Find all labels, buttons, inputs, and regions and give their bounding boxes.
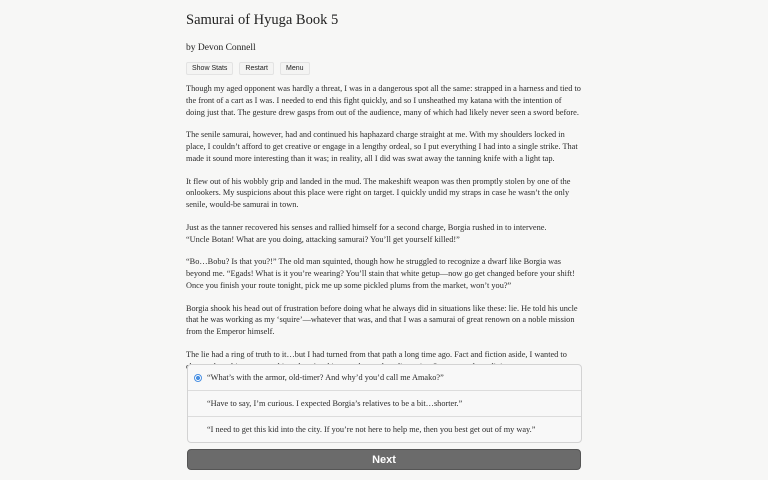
radio-selected-icon[interactable] (194, 374, 202, 382)
content-column (186, 0, 582, 383)
radio-unselected-icon[interactable] (194, 400, 202, 408)
choice-option-3[interactable] (188, 416, 581, 442)
story-paragraph: The senile samurai, however, had and continued his haphazard charge straight at me. With my shoulders locked in place, I couldn’t afford to get creative or engage in a lengthy ordeal, so I put everything I had into a single strike. That made it sound more interesting than it was; in reality, all I did was swat away the tanning knife with a light tap. (186, 130, 578, 163)
choice-option-1[interactable] (188, 365, 581, 390)
game-title: Samurai of Hyuga Book 5 (186, 12, 339, 28)
toolbar (186, 62, 582, 75)
story-sentence: The lie had a ring of truth to it…but I had turned from that path a long time ago. Fact and fiction aside, I wanted to (186, 349, 567, 359)
story-paragraph: Borgia shook his head out of frustration before doing what he always did in situations like these: lie. He told his uncle that he was working as my ‘squire’—whatever that was, and that I was a samurai of great renown on a noble mission from the Emperor himself. (186, 303, 578, 336)
restart-button[interactable]: Restart (239, 62, 274, 75)
menu-button[interactable]: Menu (280, 62, 310, 75)
story-text (186, 83, 582, 372)
choice-option-2[interactable] (188, 390, 581, 416)
choice-label: “Have to say, I’m curious. I expected Borgia’s relatives to be a bit…shorter.” (207, 399, 463, 408)
story-paragraph: It flew out of his wobbly grip and landed in the mud. The makeshift weapon was then promptly stolen by one of the onlookers. My suspicions about this place were right on target. I quickly undid my straps in case he wasn’t the only senile, would-be samurai in town. (186, 176, 571, 209)
story-dialogue: “Uncle Botan! What are you doing, attacking samurai? You’ll get yourself killed!” (186, 234, 460, 244)
story-paragraph: “Bo…Bobu? Is that you?!” The old man squinted, though how he struggled to recognize a dwarf like Borgia was beyond me. “Egads! What is it you’re wearing? You’ll stain that white getup—now go get changed before your shift! Once you finish your route tonight, pick me up some pickled plums from the market, won’t you?” (186, 257, 575, 290)
choice-label: “What’s with the armor, old-timer? And why’d you’d call me Amako?” (207, 373, 444, 382)
story-paragraph (186, 222, 582, 246)
story-paragraph: Though my aged opponent was hardly a threat, I was in a dangerous spot all the same: strapped in a harness and tied to the front of a cart as I was. I needed to end this fight quickly, and so I unsheathed my katana with the intention of doing just that. The gesture drew gasps from out of the audience, many of which had likely never seen a sword before. (186, 84, 581, 117)
show-stats-button[interactable]: Show Stats (186, 62, 233, 75)
author-line: by Devon Connell (186, 43, 256, 53)
story-sentence: Just as the tanner recovered his senses and rallied himself for a second charge, Borgia rushed in to intervene. (186, 222, 547, 232)
choice-list (187, 364, 582, 443)
radio-unselected-icon[interactable] (194, 426, 202, 434)
next-button[interactable]: Next (187, 449, 581, 470)
choice-label: “I need to get this kid into the city. If you’re not here to help me, then you best get out of my way.” (207, 425, 536, 434)
